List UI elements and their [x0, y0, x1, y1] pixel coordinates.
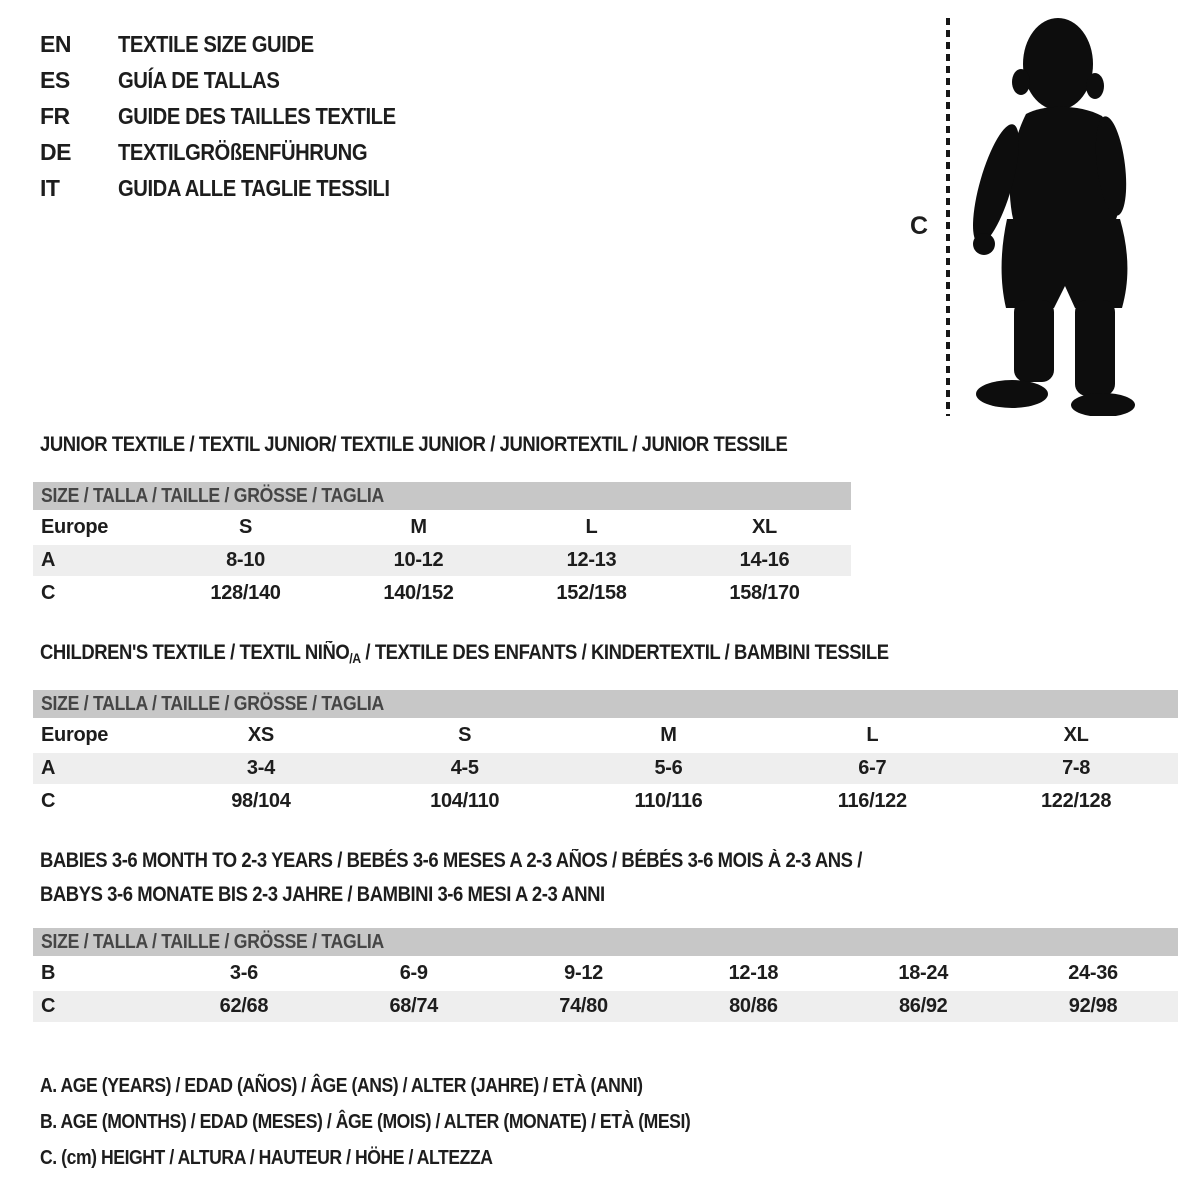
babies-title-line2-text: BABYS 3-6 MONATE BIS 2-3 JAHRE / BAMBINI 3-6 MESI A 2-3 ANNI	[40, 883, 605, 906]
children-row-c	[33, 786, 1178, 819]
children-row-a	[33, 753, 1178, 786]
children-title-post: / TEXTILE DES ENFANTS / KINDERTEXTIL / BAMBINI TESSILE	[360, 641, 889, 664]
lang-label-fr: GUIDE DES TAILLES TEXTILE	[118, 102, 396, 129]
junior-title-text: JUNIOR TEXTILE / TEXTIL JUNIOR/ TEXTILE JUNIOR / JUNIORTEXTIL / JUNIOR TESSILE	[40, 433, 788, 456]
junior-row-c-label: C	[41, 582, 56, 604]
babies-row-c-value: 80/86	[729, 995, 778, 1017]
junior-size-table	[33, 482, 851, 611]
children-row-a-value: 4-5	[450, 757, 479, 779]
lang-label-de: TEXTILGRÖßENFÜHRUNG	[118, 138, 368, 165]
junior-row-a-value: 12-13	[566, 549, 617, 571]
babies-row-c-value: 68/74	[389, 995, 439, 1017]
babies-row-c-value: 86/92	[898, 995, 948, 1017]
children-row-a-value: 7-8	[1062, 757, 1091, 779]
junior-columns-row	[33, 512, 851, 545]
junior-size-header-label: SIZE / TALLA / TAILLE / GRÖSSE / TAGLIA	[41, 484, 385, 507]
junior-section-title	[40, 434, 889, 455]
lang-code-es: ES	[40, 66, 70, 93]
lang-label-it: GUIDA ALLE TAGLIE TESSILI	[118, 174, 390, 201]
lang-label-en: TEXTILE SIZE GUIDE	[118, 30, 314, 57]
babies-size-header-bar	[33, 928, 1178, 958]
children-row-c-value: 116/122	[837, 790, 907, 812]
babies-row-b-value: 12-18	[728, 962, 779, 984]
babies-title-line1-text: BABIES 3-6 MONTH TO 2-3 YEARS / BEBÉS 3-6 MESES A 2-3 AÑOS / BÉBÉS 3-6 MOIS À 2-3 ANS /	[40, 849, 862, 872]
children-row-c-value: 122/128	[1040, 790, 1112, 812]
children-row-a-value: 5-6	[654, 757, 683, 779]
babies-row-c	[33, 991, 1178, 1024]
children-title-text	[40, 642, 889, 665]
babies-row-b-value: 18-24	[898, 962, 949, 984]
children-row-a-label: A	[41, 757, 56, 779]
junior-row-c-value: 140/152	[383, 582, 454, 604]
lang-row-it	[40, 170, 434, 206]
babies-row-b-value: 3-6	[229, 962, 258, 984]
babies-row-b-value: 6-9	[399, 962, 428, 984]
children-title-sub: /A	[349, 650, 361, 666]
children-section-title	[40, 642, 1004, 665]
lang-row-en	[40, 26, 434, 62]
height-measure-dashed-line	[946, 18, 950, 416]
babies-size-table	[33, 928, 1178, 1024]
junior-row-a-label: A	[41, 549, 56, 571]
children-col-xl: XL	[1063, 724, 1089, 746]
babies-row-c-value: 74/80	[559, 995, 608, 1017]
lang-label-es: GUÍA DE TALLAS	[118, 66, 280, 93]
junior-row-c-value: 158/170	[729, 582, 800, 604]
junior-row-c-value: 152/158	[556, 582, 627, 604]
lang-code-en: EN	[40, 30, 71, 57]
babies-row-b-value: 9-12	[564, 962, 603, 984]
legend-line-a-text: A. AGE (YEARS) / EDAD (AÑOS) / ÂGE (ANS) / ALTER (JAHRE) / ETÀ (ANNI)	[40, 1074, 643, 1097]
lang-row-de	[40, 134, 434, 170]
junior-europe-label: Europe	[41, 516, 109, 538]
height-measure-label: C	[910, 212, 929, 240]
children-europe-label: Europe	[41, 724, 109, 746]
children-size-table	[33, 690, 1178, 819]
measurement-legend	[40, 1068, 779, 1176]
junior-col-s: S	[238, 516, 253, 538]
babies-size-header-label: SIZE / TALLA / TAILLE / GRÖSSE / TAGLIA	[41, 930, 385, 953]
legend-line-b	[40, 1104, 779, 1140]
junior-row-a-value: 14-16	[739, 549, 790, 571]
babies-row-b-value: 24-36	[1068, 962, 1118, 984]
children-col-xs: XS	[247, 724, 274, 746]
legend-line-c-text: C. (cm) HEIGHT / ALTURA / HAUTEUR / HÖHE / ALTEZZA	[40, 1146, 493, 1169]
language-title-list	[40, 26, 434, 206]
junior-row-a	[33, 545, 851, 578]
children-row-c-value: 110/116	[634, 790, 703, 812]
junior-row-a-value: 8-10	[226, 549, 265, 571]
children-size-header-bar	[33, 690, 1178, 720]
junior-row-a-value: 10-12	[393, 549, 444, 571]
legend-line-a	[40, 1068, 779, 1104]
children-row-c-label: C	[41, 790, 56, 812]
junior-col-m: M	[410, 516, 427, 538]
children-col-m: M	[660, 724, 677, 746]
children-col-l: L	[866, 724, 879, 746]
junior-row-c	[33, 578, 851, 611]
children-row-c-value: 98/104	[231, 790, 291, 812]
junior-col-l: L	[585, 516, 598, 538]
babies-row-b-label: B	[41, 962, 56, 984]
legend-line-b-text: B. AGE (MONTHS) / EDAD (MESES) / ÂGE (MOIS) / ALTER (MONATE) / ETÀ (MESI)	[40, 1110, 691, 1133]
babies-section-title-line2	[40, 884, 682, 905]
children-col-s: S	[458, 724, 472, 746]
children-row-c-value: 104/110	[430, 790, 500, 812]
lang-code-fr: FR	[40, 102, 70, 129]
lang-code-de: DE	[40, 138, 71, 165]
children-columns-row	[33, 720, 1178, 753]
children-title-pre: CHILDREN'S TEXTILE / TEXTIL NIÑO	[40, 641, 350, 664]
legend-line-c	[40, 1140, 779, 1176]
children-row-a-value: 6-7	[858, 757, 887, 779]
babies-row-c-value: 62/68	[219, 995, 269, 1017]
babies-row-b	[33, 958, 1178, 991]
lang-row-es	[40, 62, 434, 98]
children-row-a-value: 3-4	[246, 757, 275, 779]
babies-section-title-line1	[40, 850, 974, 871]
junior-size-header-bar	[33, 482, 851, 512]
junior-col-xl: XL	[752, 516, 777, 538]
toddler-silhouette-icon	[962, 14, 1142, 416]
lang-row-fr	[40, 98, 434, 134]
children-size-header-label: SIZE / TALLA / TAILLE / GRÖSSE / TAGLIA	[41, 692, 385, 715]
junior-row-c-value: 128/140	[210, 582, 281, 604]
babies-row-c-label: C	[41, 995, 56, 1017]
lang-code-it: IT	[40, 174, 60, 201]
babies-row-c-value: 92/98	[1068, 995, 1118, 1017]
